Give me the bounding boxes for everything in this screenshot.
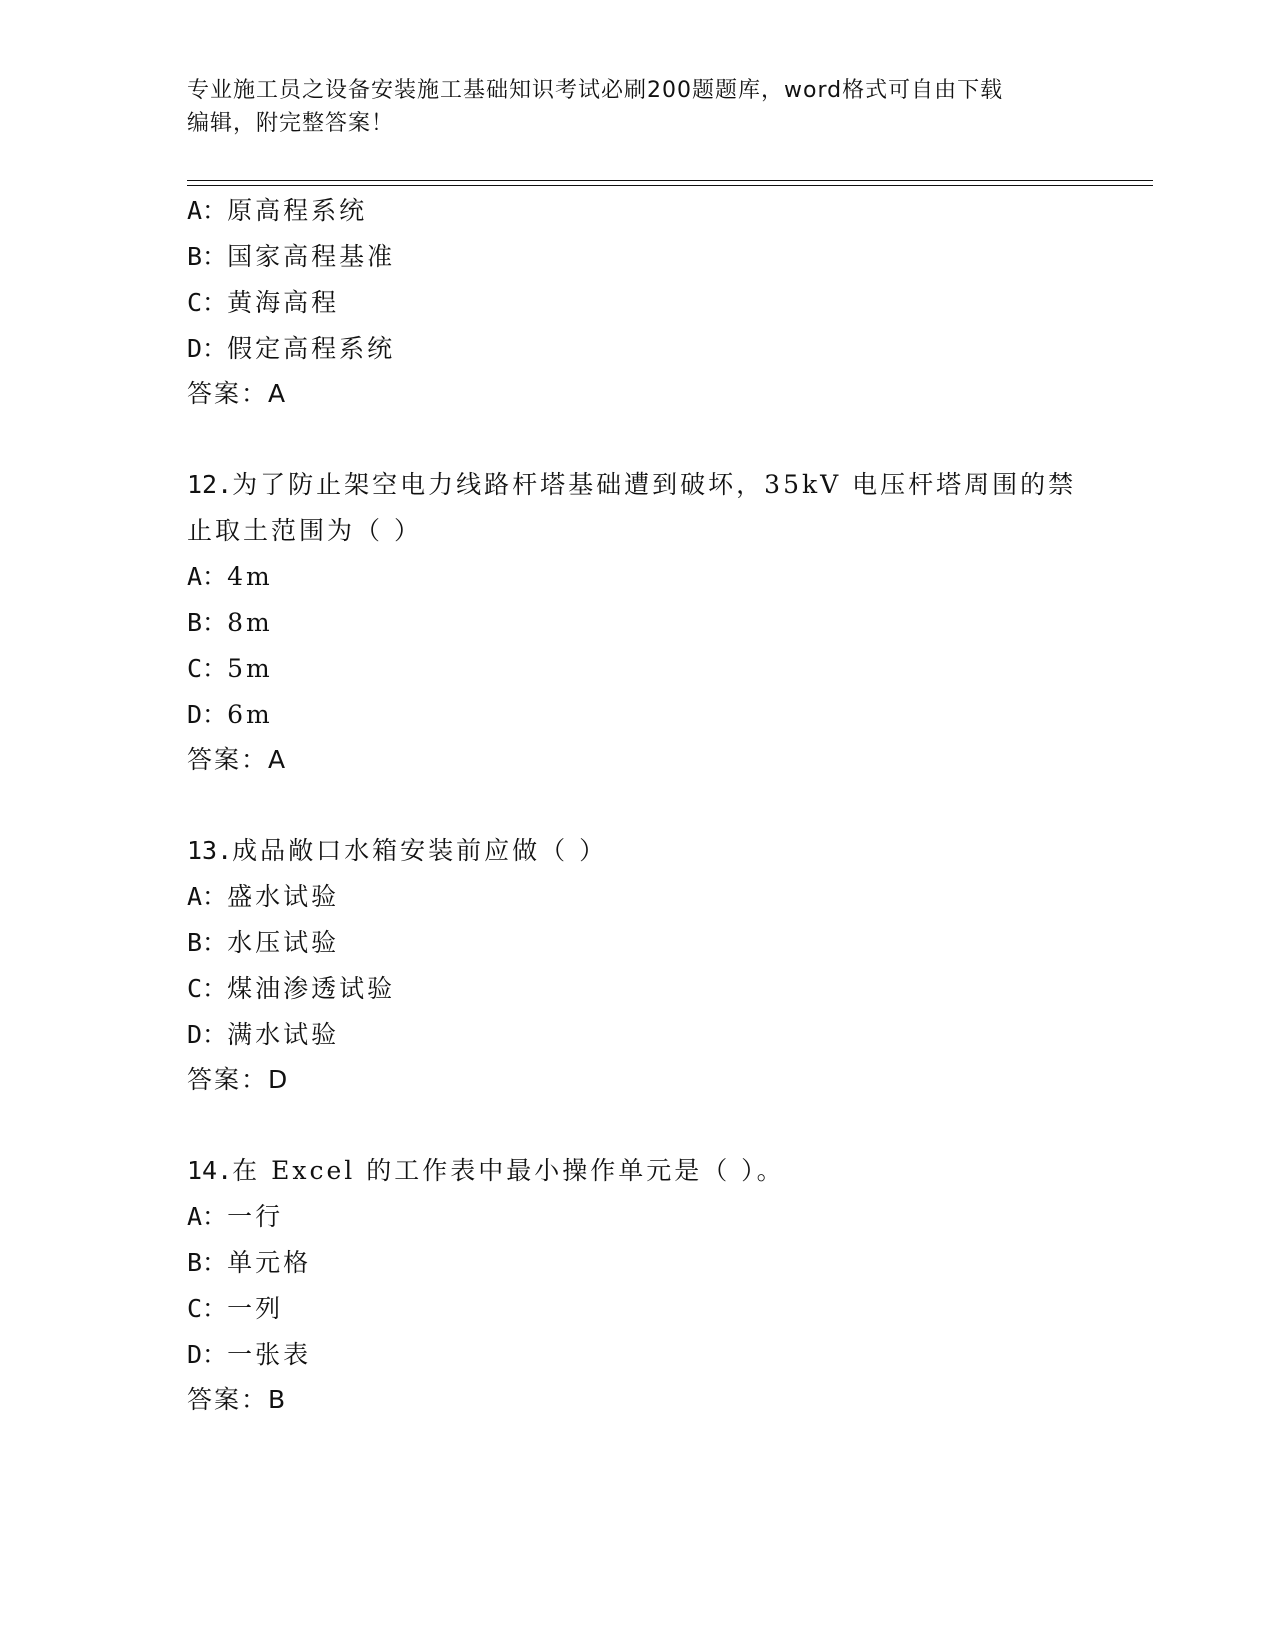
answer-line: 答案：D bbox=[187, 1065, 290, 1094]
spacer bbox=[187, 416, 1147, 462]
question-12 bbox=[187, 462, 1147, 782]
option-c: C：一列 bbox=[187, 1294, 284, 1323]
option-a: A：盛水试验 bbox=[187, 882, 340, 911]
option-a: A：4m bbox=[187, 562, 273, 591]
spacer bbox=[187, 1102, 1147, 1148]
spacer bbox=[187, 782, 1147, 828]
answer-line: 答案：A bbox=[187, 379, 288, 408]
option-b: B：单元格 bbox=[187, 1248, 312, 1277]
option-a: A：一行 bbox=[187, 1202, 284, 1231]
option-c: C：黄海高程 bbox=[187, 288, 340, 317]
question-stem: 13.成品敞口水箱安装前应做（ ） bbox=[187, 836, 608, 865]
question-14 bbox=[187, 1148, 1147, 1422]
question-stem: 14.在 Excel 的工作表中最小操作单元是（ ）。 bbox=[187, 1156, 785, 1185]
question-stem: 12.为了防止架空电力线路杆塔基础遭到破坏，35kV 电压杆塔周围的禁 止取土范围为（ ） bbox=[187, 470, 1077, 545]
option-d: D：6m bbox=[187, 700, 273, 729]
header-divider-bottom bbox=[187, 185, 1153, 186]
option-d: D：一张表 bbox=[187, 1340, 312, 1369]
option-c: C：5m bbox=[187, 654, 273, 683]
option-b: B：国家高程基准 bbox=[187, 242, 396, 271]
option-b: B：8m bbox=[187, 608, 273, 637]
question-11-continued bbox=[187, 188, 1147, 416]
option-d: D：满水试验 bbox=[187, 1020, 340, 1049]
header-line-1: 专业施工员之设备安装施工基础知识考试必刷200题题库，word格式可自由下载 bbox=[187, 78, 1004, 103]
answer-line: 答案：A bbox=[187, 745, 288, 774]
header-line-2: 编辑，附完整答案！ bbox=[187, 111, 395, 136]
option-c: C：煤油渗透试验 bbox=[187, 974, 396, 1003]
question-13 bbox=[187, 828, 1147, 1102]
answer-line: 答案：B bbox=[187, 1385, 288, 1414]
question-list bbox=[187, 188, 1147, 1422]
option-b: B：水压试验 bbox=[187, 928, 340, 957]
header-divider-top bbox=[187, 180, 1153, 181]
option-a: A：原高程系统 bbox=[187, 196, 368, 225]
option-d: D：假定高程系统 bbox=[187, 334, 396, 363]
document-header bbox=[187, 74, 1087, 140]
